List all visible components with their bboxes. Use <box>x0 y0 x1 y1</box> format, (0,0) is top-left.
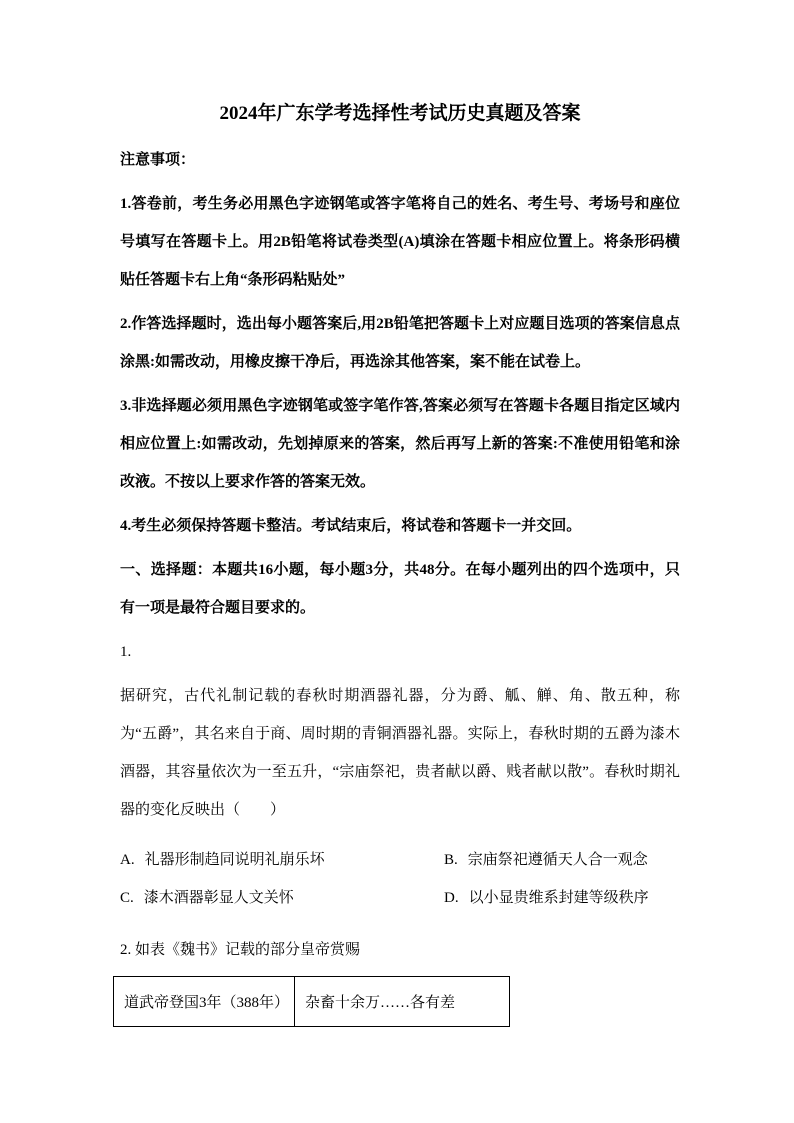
question-2-intro: 2. 如表《魏书》记载的部分皇帝赏赐 <box>120 942 361 958</box>
option-c-text: 漆木酒器彰显人文关怀 <box>143 890 294 906</box>
note-4: 4.考生必须保持答题卡整洁。考试结束后，将试卷和答题卡一并交回。 <box>120 518 582 534</box>
option-a-text: 礼器形制趋同说明礼崩乐坏 <box>144 852 325 868</box>
option-d-text: 以小显贵维系封建等级秩序 <box>468 890 649 906</box>
option-c <box>120 879 444 917</box>
option-b <box>444 841 680 879</box>
table-cell-award: 杂畜十余万……各有差 <box>295 977 510 1027</box>
table-cell-period: 道武帝登国3年（388年） <box>114 977 295 1027</box>
option-b-label: B. <box>444 852 458 868</box>
option-a-label: A. <box>120 852 135 868</box>
table-row <box>114 977 510 1027</box>
note-1: 1.答卷前，考生务必用黑色字迹钢笔或答字笔将自己的姓名、考生号、考场号和座位号填写在答题卡上。用2B铅笔将试卷类型(A)填涂在答题卡相应位置上。将条形码横贴任答题卡右上角“条形码粘贴处” <box>120 196 680 288</box>
section-header-multiple-choice: 一、选择题：本题共16小题，每小题3分，共48分。在每小题列出的四个选项中，只有一项是最符合题目要求的。 <box>120 562 680 616</box>
option-d <box>444 879 680 917</box>
document-title: 2024年广东学考选择性考试历史真题及答案 <box>219 103 581 124</box>
option-c-label: C. <box>120 890 134 906</box>
question-1-stem: 据研究，古代礼制记载的春秋时期酒器礼器，分为爵、觚、觯、角、散五种，称为“五爵”，其名来自于商、周时期的青铜酒器礼器。实际上，春秋时期的五爵为漆木酒器，其容量依次为一至五升，“宗庙祭祀，贵者献以爵、贱者献以散”。春秋时期礼器的变化反映出（ ） <box>120 688 680 818</box>
note-3: 3.非选择题必须用黑色字迹钢笔或签字笔作答,答案必须写在答题卡各题目指定区域内相应位置上:如需改动，先划掉原来的答案，然后再写上新的答案:不准使用铅笔和涂改液。不按以上要求作答的答案无效。 <box>120 398 680 490</box>
emperor-awards-table <box>113 976 510 1027</box>
question-1-number: 1. <box>120 644 132 660</box>
question-1-options <box>120 841 680 917</box>
option-a <box>120 841 444 879</box>
option-d-label: D. <box>444 890 459 906</box>
notice-label: 注意事项： <box>120 152 196 168</box>
note-2: 2.作答选择题时，选出每小题答案后,用2B铅笔把答题卡上对应题目选项的答案信息点涂黑:如需改动，用橡皮擦干净后，再选涂其他答案，案不能在试卷上。 <box>120 316 680 370</box>
option-b-text: 宗庙祭祀遵循天人合一观念 <box>467 852 648 868</box>
